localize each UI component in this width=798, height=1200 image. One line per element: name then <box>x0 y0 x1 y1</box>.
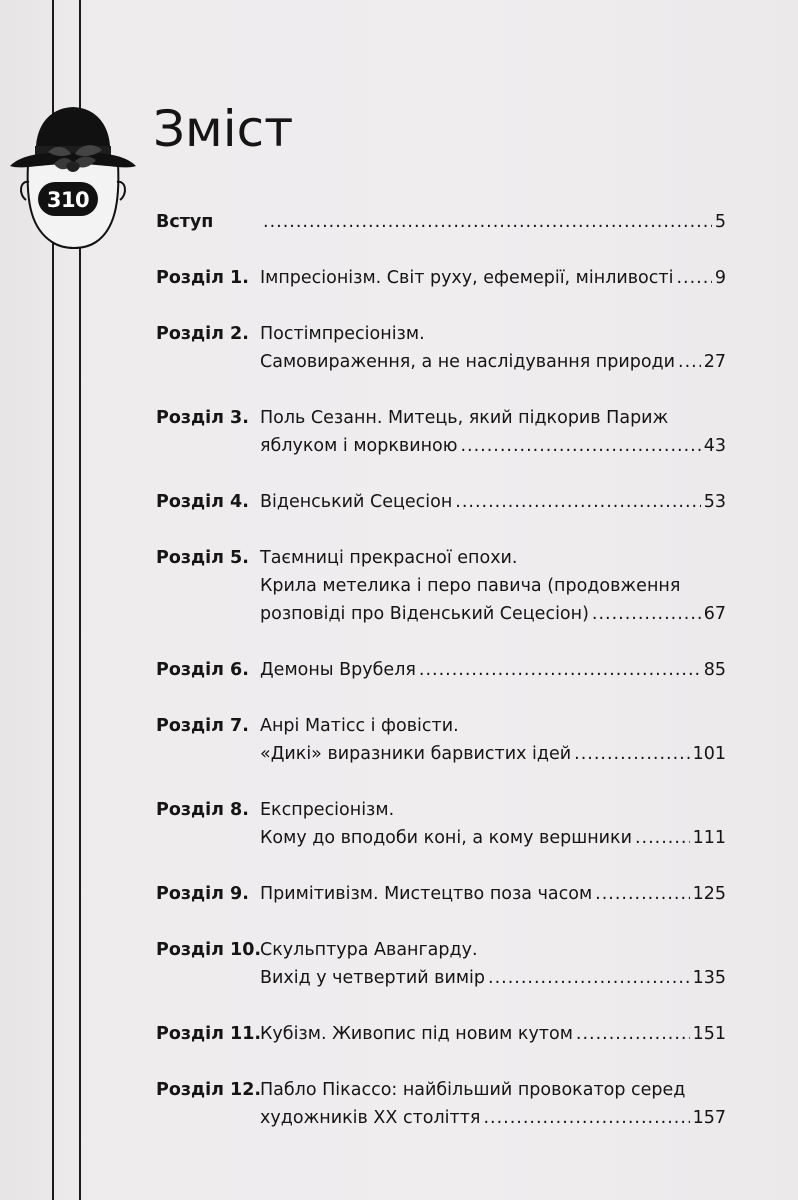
toc-entry-label: Розділ 4. <box>156 492 249 512</box>
dot-leader <box>488 964 690 992</box>
toc-entry-title-line <box>260 656 726 684</box>
toc-entry-title-line <box>260 964 726 992</box>
toc-entry <box>156 656 726 684</box>
toc-entry-title-line <box>260 432 726 460</box>
dot-leader <box>419 656 701 684</box>
table-of-contents <box>156 208 726 1160</box>
dot-leader <box>263 208 712 236</box>
toc-entry-title-line: Скульптура Авангарду. <box>260 940 478 960</box>
dot-leader <box>676 264 711 292</box>
toc-entry <box>156 1020 726 1048</box>
toc-entry-title-text: розповіді про Віденський Сецесіон) <box>260 604 589 624</box>
page-title: Зміст <box>153 100 294 158</box>
toc-entry-title-line: Крила метелика і перо павича (продовження <box>260 576 681 596</box>
toc-entry-title-line <box>260 348 726 376</box>
toc-entry-label: Розділ 12. <box>156 1080 262 1100</box>
toc-entry-page: 9 <box>714 268 726 288</box>
toc-entry <box>156 796 726 852</box>
toc-entry-title-line <box>260 264 726 292</box>
toc-entry-title <box>260 208 726 236</box>
toc-entry-page: 27 <box>703 352 726 372</box>
toc-entry-title-line: Постімпресіонізм. <box>260 324 425 344</box>
toc-entry <box>156 936 726 992</box>
toc-entry-title <box>260 796 726 852</box>
dot-leader <box>574 740 689 768</box>
toc-entry <box>156 320 726 376</box>
toc-entry-title-line: Анрі Матісс і фовісти. <box>260 716 459 736</box>
toc-entry-title <box>260 488 726 516</box>
toc-entry-title-line <box>260 600 726 628</box>
toc-entry-title-line: Пабло Пікассо: найбільший провокатор серед <box>260 1080 686 1100</box>
toc-entry-title-text: Імпресіонізм. Світ руху, ефемерії, мінливості <box>260 268 674 288</box>
toc-entry-title <box>260 880 726 908</box>
toc-entry <box>156 264 726 292</box>
toc-entry-title <box>260 936 726 992</box>
toc-entry-title-text: Вихід у четвертий вимір <box>260 968 486 988</box>
dot-leader <box>460 432 700 460</box>
toc-entry-title-text: Самовираження, а не наслідування природи <box>260 352 676 372</box>
toc-entry-page: 5 <box>714 212 726 232</box>
toc-entry-label: Вступ <box>156 212 214 232</box>
toc-entry-title-text: «Дикі» виразники барвистих ідей <box>260 744 572 764</box>
toc-entry-title-line <box>260 824 726 852</box>
toc-entry-title <box>260 1076 726 1132</box>
toc-entry <box>156 1076 726 1132</box>
toc-entry-label: Розділ 10. <box>156 940 262 960</box>
toc-entry-title <box>260 1020 726 1048</box>
toc-entry-title-text: Кому до вподоби коні, а кому вершники <box>260 828 632 848</box>
toc-entry-title-text: Демоны Врубеля <box>260 660 416 680</box>
toc-entry-title <box>260 264 726 292</box>
toc-entry <box>156 880 726 908</box>
toc-entry-page: 101 <box>692 744 726 764</box>
toc-entry <box>156 544 726 628</box>
dot-leader <box>576 1020 690 1048</box>
toc-entry-page: 53 <box>703 492 726 512</box>
toc-entry-title <box>260 544 726 628</box>
toc-entry-page: 43 <box>703 436 726 456</box>
toc-entry-page: 111 <box>692 828 726 848</box>
dot-leader <box>635 824 690 852</box>
toc-entry-label: Розділ 1. <box>156 268 249 288</box>
toc-entry-title-text: Віденський Сецесіон <box>260 492 453 512</box>
toc-entry-label: Розділ 2. <box>156 324 249 344</box>
toc-entry-title-line: Таємниці прекрасної епохи. <box>260 548 518 568</box>
toc-entry-page: 135 <box>692 968 726 988</box>
dot-leader <box>455 488 700 516</box>
toc-entry-title-line: Поль Сезанн. Митець, який підкорив Париж <box>260 408 669 428</box>
toc-entry-title-text: яблуком і морквиною <box>260 436 458 456</box>
toc-entry-page: 157 <box>692 1108 726 1128</box>
toc-entry-page: 151 <box>692 1024 726 1044</box>
dot-leader <box>678 348 701 376</box>
toc-entry <box>156 404 726 460</box>
toc-entry-title-text: Кубізм. Живопис під новим кутом <box>260 1024 573 1044</box>
toc-entry-title-line <box>260 880 726 908</box>
toc-entry <box>156 712 726 768</box>
toc-entry-title-line <box>260 1020 726 1048</box>
toc-entry-title <box>260 712 726 768</box>
toc-entry-title-text: Примітивізм. Мистецтво поза часом <box>260 884 593 904</box>
toc-entry-title-line <box>260 1104 726 1132</box>
toc-entry-label: Розділ 7. <box>156 716 249 736</box>
toc-entry-page: 85 <box>703 660 726 680</box>
toc-entry-label: Розділ 9. <box>156 884 249 904</box>
toc-entry <box>156 208 726 236</box>
dot-leader <box>592 600 701 628</box>
toc-entry-label: Розділ 8. <box>156 800 249 820</box>
toc-entry-title <box>260 404 726 460</box>
bowler-hat-head-icon <box>8 94 138 254</box>
dot-leader <box>595 880 689 908</box>
toc-entry-title-line <box>260 488 726 516</box>
toc-entry-label: Розділ 11. <box>156 1024 262 1044</box>
toc-entry-title-line: Експресіонізм. <box>260 800 395 820</box>
toc-entry-label: Розділ 5. <box>156 548 249 568</box>
toc-entry-title-line <box>260 208 726 236</box>
toc-entry-label: Розділ 6. <box>156 660 249 680</box>
toc-entry-page: 125 <box>692 884 726 904</box>
dot-leader <box>483 1104 689 1132</box>
toc-entry-title <box>260 656 726 684</box>
toc-entry-title-text: художників XX століття <box>260 1108 481 1128</box>
toc-entry-label: Розділ 3. <box>156 408 249 428</box>
toc-entry-page: 67 <box>703 604 726 624</box>
toc-entry <box>156 488 726 516</box>
toc-entry-title <box>260 320 726 376</box>
page-number: 310 <box>46 188 90 212</box>
toc-entry-title-line <box>260 740 726 768</box>
